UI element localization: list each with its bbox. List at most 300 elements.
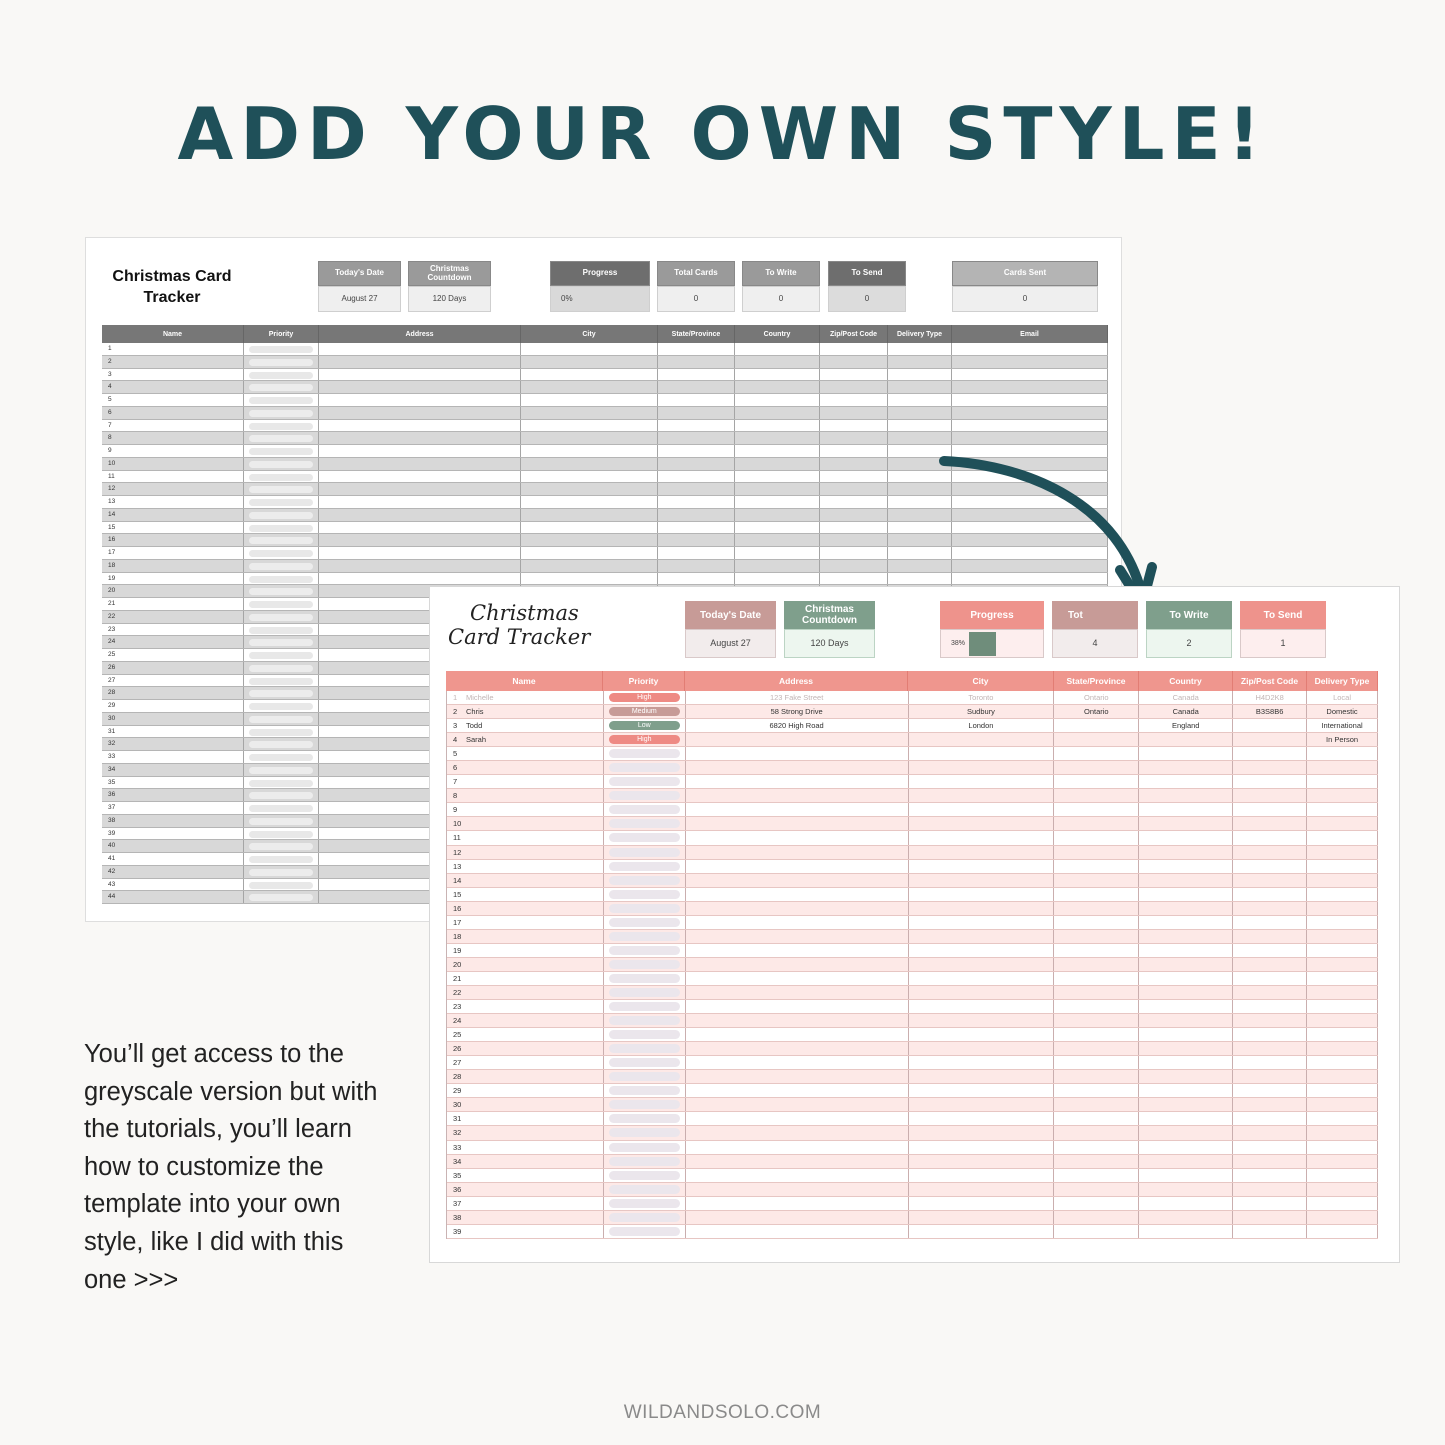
table-cell[interactable] <box>909 958 1055 971</box>
table-cell[interactable]: 34 <box>447 1155 604 1168</box>
table-cell[interactable] <box>686 846 909 859</box>
priority-pill[interactable] <box>249 729 313 736</box>
table-cell[interactable] <box>820 534 888 546</box>
table-cell[interactable] <box>1233 1112 1307 1125</box>
table-cell[interactable]: 8 <box>102 432 244 444</box>
table-cell[interactable] <box>244 432 319 444</box>
priority-pill[interactable] <box>249 499 313 506</box>
table-cell[interactable] <box>1233 1141 1307 1154</box>
table-cell[interactable] <box>735 356 820 368</box>
table-cell[interactable] <box>658 445 735 457</box>
table-cell[interactable]: International <box>1307 719 1378 732</box>
table-cell[interactable] <box>521 458 658 470</box>
table-cell[interactable] <box>909 1070 1055 1083</box>
priority-pill[interactable] <box>249 856 313 863</box>
table-cell[interactable] <box>686 1141 909 1154</box>
table-cell[interactable] <box>658 343 735 355</box>
table-cell[interactable] <box>319 343 521 355</box>
table-cell[interactable]: 20 <box>102 585 244 597</box>
table-cell[interactable]: 31 <box>102 726 244 738</box>
table-cell[interactable] <box>952 356 1108 368</box>
table-cell[interactable]: 7 <box>102 420 244 432</box>
table-cell[interactable] <box>909 1028 1055 1041</box>
table-cell[interactable] <box>1139 1084 1233 1097</box>
table-cell[interactable]: 33 <box>447 1141 604 1154</box>
priority-pill[interactable] <box>249 474 313 481</box>
priority-pill[interactable] <box>609 1100 680 1109</box>
table-cell[interactable]: 24 <box>447 1014 604 1027</box>
table-cell[interactable] <box>244 420 319 432</box>
table-cell[interactable] <box>909 874 1055 887</box>
table-cell[interactable]: 11 <box>447 831 604 844</box>
table-cell[interactable] <box>658 420 735 432</box>
table-cell[interactable]: Sudbury <box>909 705 1055 718</box>
table-cell[interactable] <box>735 496 820 508</box>
table-cell[interactable] <box>1139 1056 1233 1069</box>
priority-pill[interactable] <box>609 805 680 814</box>
priority-pill[interactable] <box>609 763 680 772</box>
table-cell[interactable] <box>1139 1169 1233 1182</box>
table-cell[interactable] <box>244 649 319 661</box>
table-cell[interactable] <box>1233 888 1307 901</box>
table-cell[interactable] <box>820 369 888 381</box>
priority-pill[interactable] <box>249 831 313 838</box>
table-cell[interactable] <box>319 445 521 457</box>
table-cell[interactable] <box>1054 775 1139 788</box>
priority-pill[interactable] <box>249 869 313 876</box>
table-cell[interactable] <box>909 803 1055 816</box>
table-cell[interactable] <box>521 407 658 419</box>
table-cell[interactable] <box>1307 902 1378 915</box>
table-cell[interactable] <box>244 458 319 470</box>
table-cell[interactable] <box>1054 1169 1139 1182</box>
priority-pill[interactable] <box>249 346 313 353</box>
priority-pill[interactable] <box>249 652 313 659</box>
priority-pill[interactable] <box>609 1227 680 1236</box>
table-cell[interactable] <box>686 860 909 873</box>
table-cell[interactable] <box>735 445 820 457</box>
priority-pill[interactable] <box>249 550 313 557</box>
table-cell[interactable] <box>1233 1169 1307 1182</box>
table-cell[interactable] <box>909 747 1055 760</box>
table-cell[interactable] <box>1307 1225 1378 1238</box>
table-cell[interactable] <box>1307 846 1378 859</box>
table-cell[interactable] <box>1233 719 1307 732</box>
table-cell[interactable] <box>244 879 319 891</box>
table-cell[interactable] <box>1307 1098 1378 1111</box>
table-cell[interactable] <box>1054 747 1139 760</box>
table-cell[interactable] <box>521 432 658 444</box>
table-cell[interactable] <box>735 534 820 546</box>
table-cell[interactable] <box>1307 874 1378 887</box>
table-cell[interactable] <box>1307 1155 1378 1168</box>
table-cell[interactable] <box>604 733 686 746</box>
table-cell[interactable]: 58 Strong Drive <box>686 705 909 718</box>
table-cell[interactable] <box>1139 817 1233 830</box>
table-cell[interactable] <box>319 509 521 521</box>
table-cell[interactable] <box>244 891 319 903</box>
table-cell[interactable]: 30 <box>102 713 244 725</box>
priority-pill[interactable] <box>249 410 313 417</box>
table-cell[interactable] <box>658 509 735 521</box>
table-cell[interactable] <box>604 1155 686 1168</box>
priority-pill[interactable] <box>609 1030 680 1039</box>
table-cell[interactable] <box>1054 817 1139 830</box>
table-cell[interactable] <box>909 775 1055 788</box>
priority-pill[interactable] <box>249 397 313 404</box>
table-cell[interactable]: 9 <box>102 445 244 457</box>
table-cell[interactable]: 38 <box>447 1211 604 1224</box>
table-cell[interactable] <box>1139 1000 1233 1013</box>
table-cell[interactable] <box>952 343 1108 355</box>
table-cell[interactable] <box>735 420 820 432</box>
table-cell[interactable] <box>1307 958 1378 971</box>
table-cell[interactable] <box>1054 1211 1139 1224</box>
priority-pill[interactable] <box>249 882 313 889</box>
table-cell[interactable] <box>686 874 909 887</box>
table-cell[interactable] <box>1054 1098 1139 1111</box>
table-cell[interactable] <box>820 573 888 585</box>
table-cell[interactable] <box>244 624 319 636</box>
table-cell[interactable]: 38 <box>102 815 244 827</box>
table-cell[interactable] <box>686 761 909 774</box>
table-cell[interactable] <box>604 986 686 999</box>
table-cell[interactable]: 30 <box>447 1098 604 1111</box>
table-cell[interactable] <box>686 930 909 943</box>
table-cell[interactable] <box>909 972 1055 985</box>
table-cell[interactable] <box>1054 874 1139 887</box>
priority-pill[interactable]: Low <box>609 721 680 730</box>
table-cell[interactable] <box>604 719 686 732</box>
table-cell[interactable] <box>1233 1042 1307 1055</box>
table-cell[interactable] <box>1307 775 1378 788</box>
table-cell[interactable] <box>658 471 735 483</box>
table-cell[interactable]: 14 <box>102 509 244 521</box>
table-cell[interactable] <box>686 1155 909 1168</box>
table-cell[interactable] <box>820 420 888 432</box>
table-cell[interactable] <box>1233 986 1307 999</box>
table-cell[interactable] <box>658 522 735 534</box>
table-cell[interactable] <box>909 1098 1055 1111</box>
priority-pill[interactable] <box>249 894 313 901</box>
table-cell[interactable] <box>658 356 735 368</box>
priority-pill[interactable] <box>609 749 680 758</box>
table-cell[interactable] <box>820 560 888 572</box>
table-cell[interactable] <box>521 534 658 546</box>
table-cell[interactable] <box>521 496 658 508</box>
table-cell[interactable] <box>604 916 686 929</box>
priority-pill[interactable] <box>609 1086 680 1095</box>
table-cell[interactable]: 12 <box>102 483 244 495</box>
table-cell[interactable] <box>909 1197 1055 1210</box>
table-cell[interactable] <box>1233 846 1307 859</box>
table-cell[interactable] <box>319 356 521 368</box>
table-cell[interactable]: 5 <box>447 747 604 760</box>
table-cell[interactable] <box>686 831 909 844</box>
priority-pill[interactable] <box>249 601 313 608</box>
table-cell[interactable] <box>319 458 521 470</box>
priority-pill[interactable]: High <box>609 693 680 702</box>
priority-pill[interactable] <box>609 1016 680 1025</box>
table-cell[interactable]: 15 <box>447 888 604 901</box>
table-cell[interactable]: 1 Michelle <box>447 691 604 704</box>
table-cell[interactable] <box>244 445 319 457</box>
table-cell[interactable] <box>909 1056 1055 1069</box>
table-cell[interactable]: 6 <box>447 761 604 774</box>
table-cell[interactable] <box>244 700 319 712</box>
table-cell[interactable] <box>1139 916 1233 929</box>
table-cell[interactable]: 10 <box>447 817 604 830</box>
table-cell[interactable] <box>521 547 658 559</box>
table-cell[interactable] <box>1054 1225 1139 1238</box>
table-cell[interactable] <box>952 420 1108 432</box>
table-cell[interactable] <box>244 560 319 572</box>
table-cell[interactable] <box>820 343 888 355</box>
table-cell[interactable] <box>1307 888 1378 901</box>
table-cell[interactable] <box>686 789 909 802</box>
table-cell[interactable] <box>1054 789 1139 802</box>
table-cell[interactable] <box>888 420 952 432</box>
table-cell[interactable] <box>604 1070 686 1083</box>
table-cell[interactable] <box>244 687 319 699</box>
priority-pill[interactable] <box>609 1058 680 1067</box>
table-cell[interactable] <box>1307 944 1378 957</box>
priority-pill[interactable] <box>249 461 313 468</box>
table-cell[interactable]: 4 <box>102 381 244 393</box>
priority-pill[interactable] <box>249 435 313 442</box>
table-cell[interactable] <box>735 509 820 521</box>
table-cell[interactable] <box>952 407 1108 419</box>
table-cell[interactable] <box>244 547 319 559</box>
table-cell[interactable] <box>1139 888 1233 901</box>
table-cell[interactable] <box>658 534 735 546</box>
table-cell[interactable] <box>1054 733 1139 746</box>
table-cell[interactable] <box>909 1042 1055 1055</box>
table-cell[interactable] <box>909 930 1055 943</box>
table-cell[interactable] <box>1307 1028 1378 1041</box>
table-cell[interactable]: 44 <box>102 891 244 903</box>
table-cell[interactable] <box>909 1225 1055 1238</box>
table-cell[interactable] <box>244 471 319 483</box>
table-cell[interactable] <box>604 930 686 943</box>
priority-pill[interactable] <box>249 448 313 455</box>
table-cell[interactable]: 21 <box>447 972 604 985</box>
table-cell[interactable] <box>1307 1197 1378 1210</box>
table-cell[interactable]: 14 <box>447 874 604 887</box>
table-cell[interactable] <box>244 585 319 597</box>
priority-pill[interactable] <box>249 537 313 544</box>
table-cell[interactable] <box>909 916 1055 929</box>
table-cell[interactable] <box>244 407 319 419</box>
table-cell[interactable] <box>319 471 521 483</box>
table-cell[interactable]: 20 <box>447 958 604 971</box>
priority-pill[interactable] <box>609 1213 680 1222</box>
table-cell[interactable] <box>820 496 888 508</box>
table-cell[interactable] <box>909 733 1055 746</box>
table-cell[interactable]: 37 <box>102 802 244 814</box>
table-cell[interactable] <box>1139 1098 1233 1111</box>
table-cell[interactable]: 22 <box>447 986 604 999</box>
priority-pill[interactable] <box>249 576 313 583</box>
table-cell[interactable] <box>1054 846 1139 859</box>
table-cell[interactable] <box>909 1169 1055 1182</box>
table-cell[interactable] <box>1307 972 1378 985</box>
table-cell[interactable] <box>604 803 686 816</box>
priority-pill[interactable] <box>609 819 680 828</box>
table-cell[interactable] <box>604 831 686 844</box>
table-cell[interactable] <box>1307 1070 1378 1083</box>
table-cell[interactable] <box>820 522 888 534</box>
table-cell[interactable]: 28 <box>447 1070 604 1083</box>
table-cell[interactable] <box>820 471 888 483</box>
table-cell[interactable] <box>604 705 686 718</box>
table-cell[interactable] <box>244 522 319 534</box>
table-cell[interactable] <box>1233 860 1307 873</box>
table-cell[interactable] <box>909 986 1055 999</box>
priority-pill[interactable] <box>609 932 680 941</box>
table-cell[interactable] <box>888 432 952 444</box>
table-cell[interactable]: 29 <box>102 700 244 712</box>
table-cell[interactable] <box>521 471 658 483</box>
table-cell[interactable] <box>909 1014 1055 1027</box>
table-cell[interactable] <box>735 381 820 393</box>
table-cell[interactable]: 37 <box>447 1197 604 1210</box>
table-cell[interactable] <box>909 860 1055 873</box>
table-cell[interactable] <box>1139 986 1233 999</box>
table-cell[interactable] <box>1054 986 1139 999</box>
table-cell[interactable]: 3 Todd <box>447 719 604 732</box>
table-cell[interactable] <box>1139 775 1233 788</box>
priority-pill[interactable] <box>249 639 313 646</box>
table-cell[interactable] <box>319 483 521 495</box>
table-cell[interactable] <box>952 369 1108 381</box>
table-cell[interactable] <box>1233 944 1307 957</box>
table-cell[interactable] <box>604 944 686 957</box>
table-cell[interactable] <box>1054 1014 1139 1027</box>
table-cell[interactable] <box>1233 733 1307 746</box>
table-cell[interactable] <box>1139 789 1233 802</box>
table-cell[interactable] <box>1139 1225 1233 1238</box>
table-cell[interactable] <box>1307 1042 1378 1055</box>
table-cell[interactable] <box>1233 874 1307 887</box>
table-cell[interactable] <box>604 1028 686 1041</box>
table-cell[interactable] <box>604 1042 686 1055</box>
table-cell[interactable] <box>686 1225 909 1238</box>
table-cell[interactable] <box>604 1098 686 1111</box>
table-cell[interactable] <box>686 1169 909 1182</box>
table-cell[interactable] <box>604 846 686 859</box>
table-cell[interactable]: 26 <box>102 662 244 674</box>
table-cell[interactable]: 32 <box>447 1126 604 1139</box>
table-cell[interactable] <box>1233 775 1307 788</box>
table-cell[interactable] <box>1233 1084 1307 1097</box>
table-cell[interactable] <box>319 573 521 585</box>
table-cell[interactable] <box>1054 831 1139 844</box>
table-cell[interactable] <box>658 573 735 585</box>
table-cell[interactable] <box>686 986 909 999</box>
table-cell[interactable]: 40 <box>102 840 244 852</box>
table-cell[interactable] <box>244 343 319 355</box>
table-cell[interactable] <box>244 509 319 521</box>
priority-pill[interactable] <box>609 791 680 800</box>
table-cell[interactable] <box>1054 1084 1139 1097</box>
table-cell[interactable] <box>521 356 658 368</box>
table-cell[interactable] <box>1307 1211 1378 1224</box>
table-cell[interactable] <box>686 902 909 915</box>
table-cell[interactable] <box>1139 874 1233 887</box>
priority-pill[interactable] <box>249 588 313 595</box>
table-cell[interactable] <box>604 1014 686 1027</box>
table-cell[interactable] <box>909 1126 1055 1139</box>
table-cell[interactable] <box>1233 803 1307 816</box>
priority-pill[interactable] <box>609 946 680 955</box>
table-cell[interactable] <box>686 1070 909 1083</box>
priority-pill[interactable] <box>249 359 313 366</box>
table-cell[interactable] <box>735 394 820 406</box>
table-cell[interactable] <box>1233 789 1307 802</box>
table-cell[interactable]: 24 <box>102 636 244 648</box>
table-cell[interactable] <box>735 522 820 534</box>
table-cell[interactable] <box>521 420 658 432</box>
table-cell[interactable]: Ontario <box>1054 691 1139 704</box>
table-cell[interactable] <box>604 972 686 985</box>
table-cell[interactable] <box>604 1225 686 1238</box>
table-cell[interactable] <box>909 1112 1055 1125</box>
table-cell[interactable] <box>820 509 888 521</box>
table-cell[interactable] <box>686 916 909 929</box>
table-cell[interactable] <box>1054 1126 1139 1139</box>
table-cell[interactable]: London <box>909 719 1055 732</box>
table-cell[interactable] <box>1139 860 1233 873</box>
table-cell[interactable]: 17 <box>447 916 604 929</box>
table-cell[interactable] <box>244 738 319 750</box>
table-cell[interactable] <box>658 381 735 393</box>
table-cell[interactable] <box>521 483 658 495</box>
priority-pill[interactable] <box>609 1114 680 1123</box>
priority-pill[interactable] <box>249 563 313 570</box>
table-cell[interactable] <box>658 407 735 419</box>
table-cell[interactable] <box>686 1126 909 1139</box>
table-cell[interactable] <box>1233 1056 1307 1069</box>
table-cell[interactable]: Toronto <box>909 691 1055 704</box>
priority-pill[interactable] <box>249 512 313 519</box>
priority-pill[interactable] <box>609 1044 680 1053</box>
priority-pill[interactable] <box>609 974 680 983</box>
table-cell[interactable] <box>1139 1112 1233 1125</box>
table-cell[interactable] <box>735 547 820 559</box>
table-cell[interactable]: 25 <box>102 649 244 661</box>
priority-pill[interactable]: Medium <box>609 707 680 716</box>
table-cell[interactable] <box>1307 1183 1378 1196</box>
priority-pill[interactable] <box>249 818 313 825</box>
table-cell[interactable] <box>1139 1042 1233 1055</box>
table-cell[interactable] <box>735 369 820 381</box>
table-cell[interactable]: 39 <box>447 1225 604 1238</box>
table-cell[interactable] <box>909 1084 1055 1097</box>
table-cell[interactable] <box>319 496 521 508</box>
table-cell[interactable] <box>319 432 521 444</box>
table-cell[interactable] <box>521 560 658 572</box>
priority-pill[interactable] <box>249 780 313 787</box>
table-cell[interactable] <box>909 831 1055 844</box>
table-cell[interactable] <box>521 369 658 381</box>
table-cell[interactable] <box>1307 1169 1378 1182</box>
table-cell[interactable]: 7 <box>447 775 604 788</box>
table-cell[interactable] <box>1139 930 1233 943</box>
priority-pill[interactable] <box>609 1128 680 1137</box>
table-cell[interactable] <box>1233 831 1307 844</box>
table-cell[interactable]: 22 <box>102 611 244 623</box>
